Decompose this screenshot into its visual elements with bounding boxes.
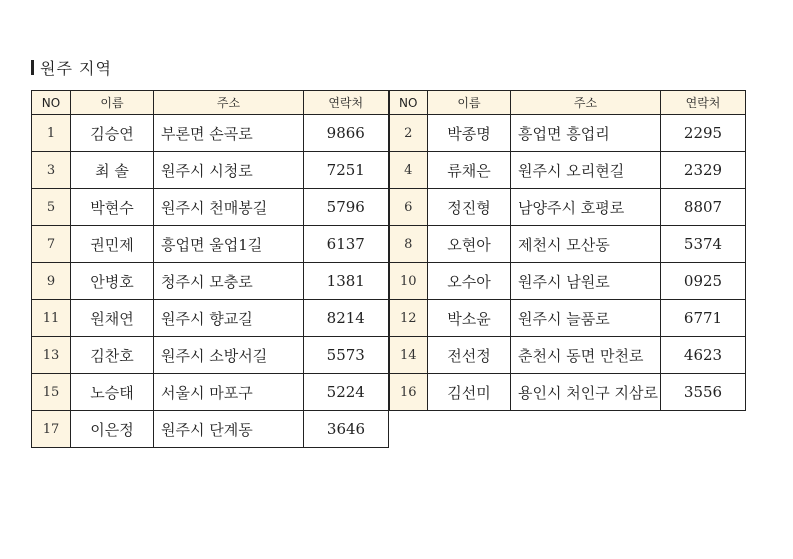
cell-address: 흥업면 울업1길 — [154, 226, 304, 263]
cell-name: 오현아 — [428, 226, 511, 263]
cell-phone: 5573 — [304, 337, 389, 374]
cell-no: 5 — [32, 189, 71, 226]
cell-address: 부론면 손곡로 — [154, 115, 304, 152]
header-no: NO — [32, 91, 71, 115]
cell-name: 박종명 — [428, 115, 511, 152]
cell-phone: 5224 — [304, 374, 389, 411]
cell-address: 원주시 오리현길 — [511, 152, 661, 189]
table-row — [32, 411, 746, 448]
cell-no: 17 — [32, 411, 71, 448]
cell-name: 오수아 — [428, 263, 511, 300]
cell-no: 1 — [32, 115, 71, 152]
table-row — [32, 374, 746, 411]
table-row — [32, 226, 746, 263]
cell-phone: 7251 — [304, 152, 389, 189]
header-name: 이름 — [71, 91, 154, 115]
cell-name: 김선미 — [428, 374, 511, 411]
cell-phone: 3646 — [304, 411, 389, 448]
cell-name: 원채연 — [71, 300, 154, 337]
table-row — [32, 189, 746, 226]
cell-no: 2 — [389, 115, 428, 152]
cell-address: 원주시 시청로 — [154, 152, 304, 189]
cell-no: 9 — [32, 263, 71, 300]
table-row — [32, 263, 746, 300]
section-title — [31, 56, 112, 78]
cell-name: 정진형 — [428, 189, 511, 226]
cell-name: 안병호 — [71, 263, 154, 300]
cell-no: 13 — [32, 337, 71, 374]
cell-name: 류채은 — [428, 152, 511, 189]
cell-phone: 4623 — [661, 337, 746, 374]
cell-address: 원주시 늘품로 — [511, 300, 661, 337]
cell-address: 용인시 처인구 지삼로 — [511, 374, 661, 411]
cell-no: 6 — [389, 189, 428, 226]
cell-phone: 0925 — [661, 263, 746, 300]
empty-cell — [389, 411, 746, 448]
cell-no: 16 — [389, 374, 428, 411]
cell-phone: 9866 — [304, 115, 389, 152]
cell-address: 청주시 모충로 — [154, 263, 304, 300]
cell-no: 14 — [389, 337, 428, 374]
cell-phone: 6137 — [304, 226, 389, 263]
header-no: NO — [389, 91, 428, 115]
header-address: 주소 — [154, 91, 304, 115]
cell-address: 원주시 소방서길 — [154, 337, 304, 374]
cell-address: 춘천시 동면 만천로 — [511, 337, 661, 374]
contact-table — [31, 90, 746, 448]
table-row — [32, 115, 746, 152]
table-row — [32, 300, 746, 337]
header-address: 주소 — [511, 91, 661, 115]
cell-name: 김찬호 — [71, 337, 154, 374]
cell-phone: 8214 — [304, 300, 389, 337]
cell-address: 원주시 향교길 — [154, 300, 304, 337]
cell-no: 8 — [389, 226, 428, 263]
header-name: 이름 — [428, 91, 511, 115]
cell-phone: 2295 — [661, 115, 746, 152]
header-phone: 연락처 — [661, 91, 746, 115]
cell-address: 서울시 마포구 — [154, 374, 304, 411]
cell-name: 박현수 — [71, 189, 154, 226]
cell-address: 제천시 모산동 — [511, 226, 661, 263]
table-header-row — [32, 91, 746, 115]
cell-no: 10 — [389, 263, 428, 300]
cell-name: 박소윤 — [428, 300, 511, 337]
cell-no: 15 — [32, 374, 71, 411]
cell-address: 남양주시 호평로 — [511, 189, 661, 226]
cell-name: 전선정 — [428, 337, 511, 374]
cell-no: 11 — [32, 300, 71, 337]
cell-address: 원주시 단계동 — [154, 411, 304, 448]
cell-no: 12 — [389, 300, 428, 337]
cell-phone: 2329 — [661, 152, 746, 189]
cell-phone: 5796 — [304, 189, 389, 226]
section-title-text: 원주 지역 — [40, 58, 112, 78]
cell-phone: 1381 — [304, 263, 389, 300]
table-row — [32, 152, 746, 189]
cell-name: 최 솔 — [71, 152, 154, 189]
table-row — [32, 337, 746, 374]
cell-phone: 8807 — [661, 189, 746, 226]
cell-name: 노승태 — [71, 374, 154, 411]
cell-phone: 5374 — [661, 226, 746, 263]
cell-phone: 3556 — [661, 374, 746, 411]
cell-no: 3 — [32, 152, 71, 189]
cell-name: 이은정 — [71, 411, 154, 448]
cell-phone: 6771 — [661, 300, 746, 337]
header-phone: 연락처 — [304, 91, 389, 115]
cell-no: 4 — [389, 152, 428, 189]
cell-address: 원주시 천매봉길 — [154, 189, 304, 226]
cell-address: 흥업면 흥업리 — [511, 115, 661, 152]
cell-name: 권민제 — [71, 226, 154, 263]
cell-no: 7 — [32, 226, 71, 263]
cell-address: 원주시 남원로 — [511, 263, 661, 300]
cell-name: 김승연 — [71, 115, 154, 152]
title-marker-bar — [31, 60, 34, 75]
